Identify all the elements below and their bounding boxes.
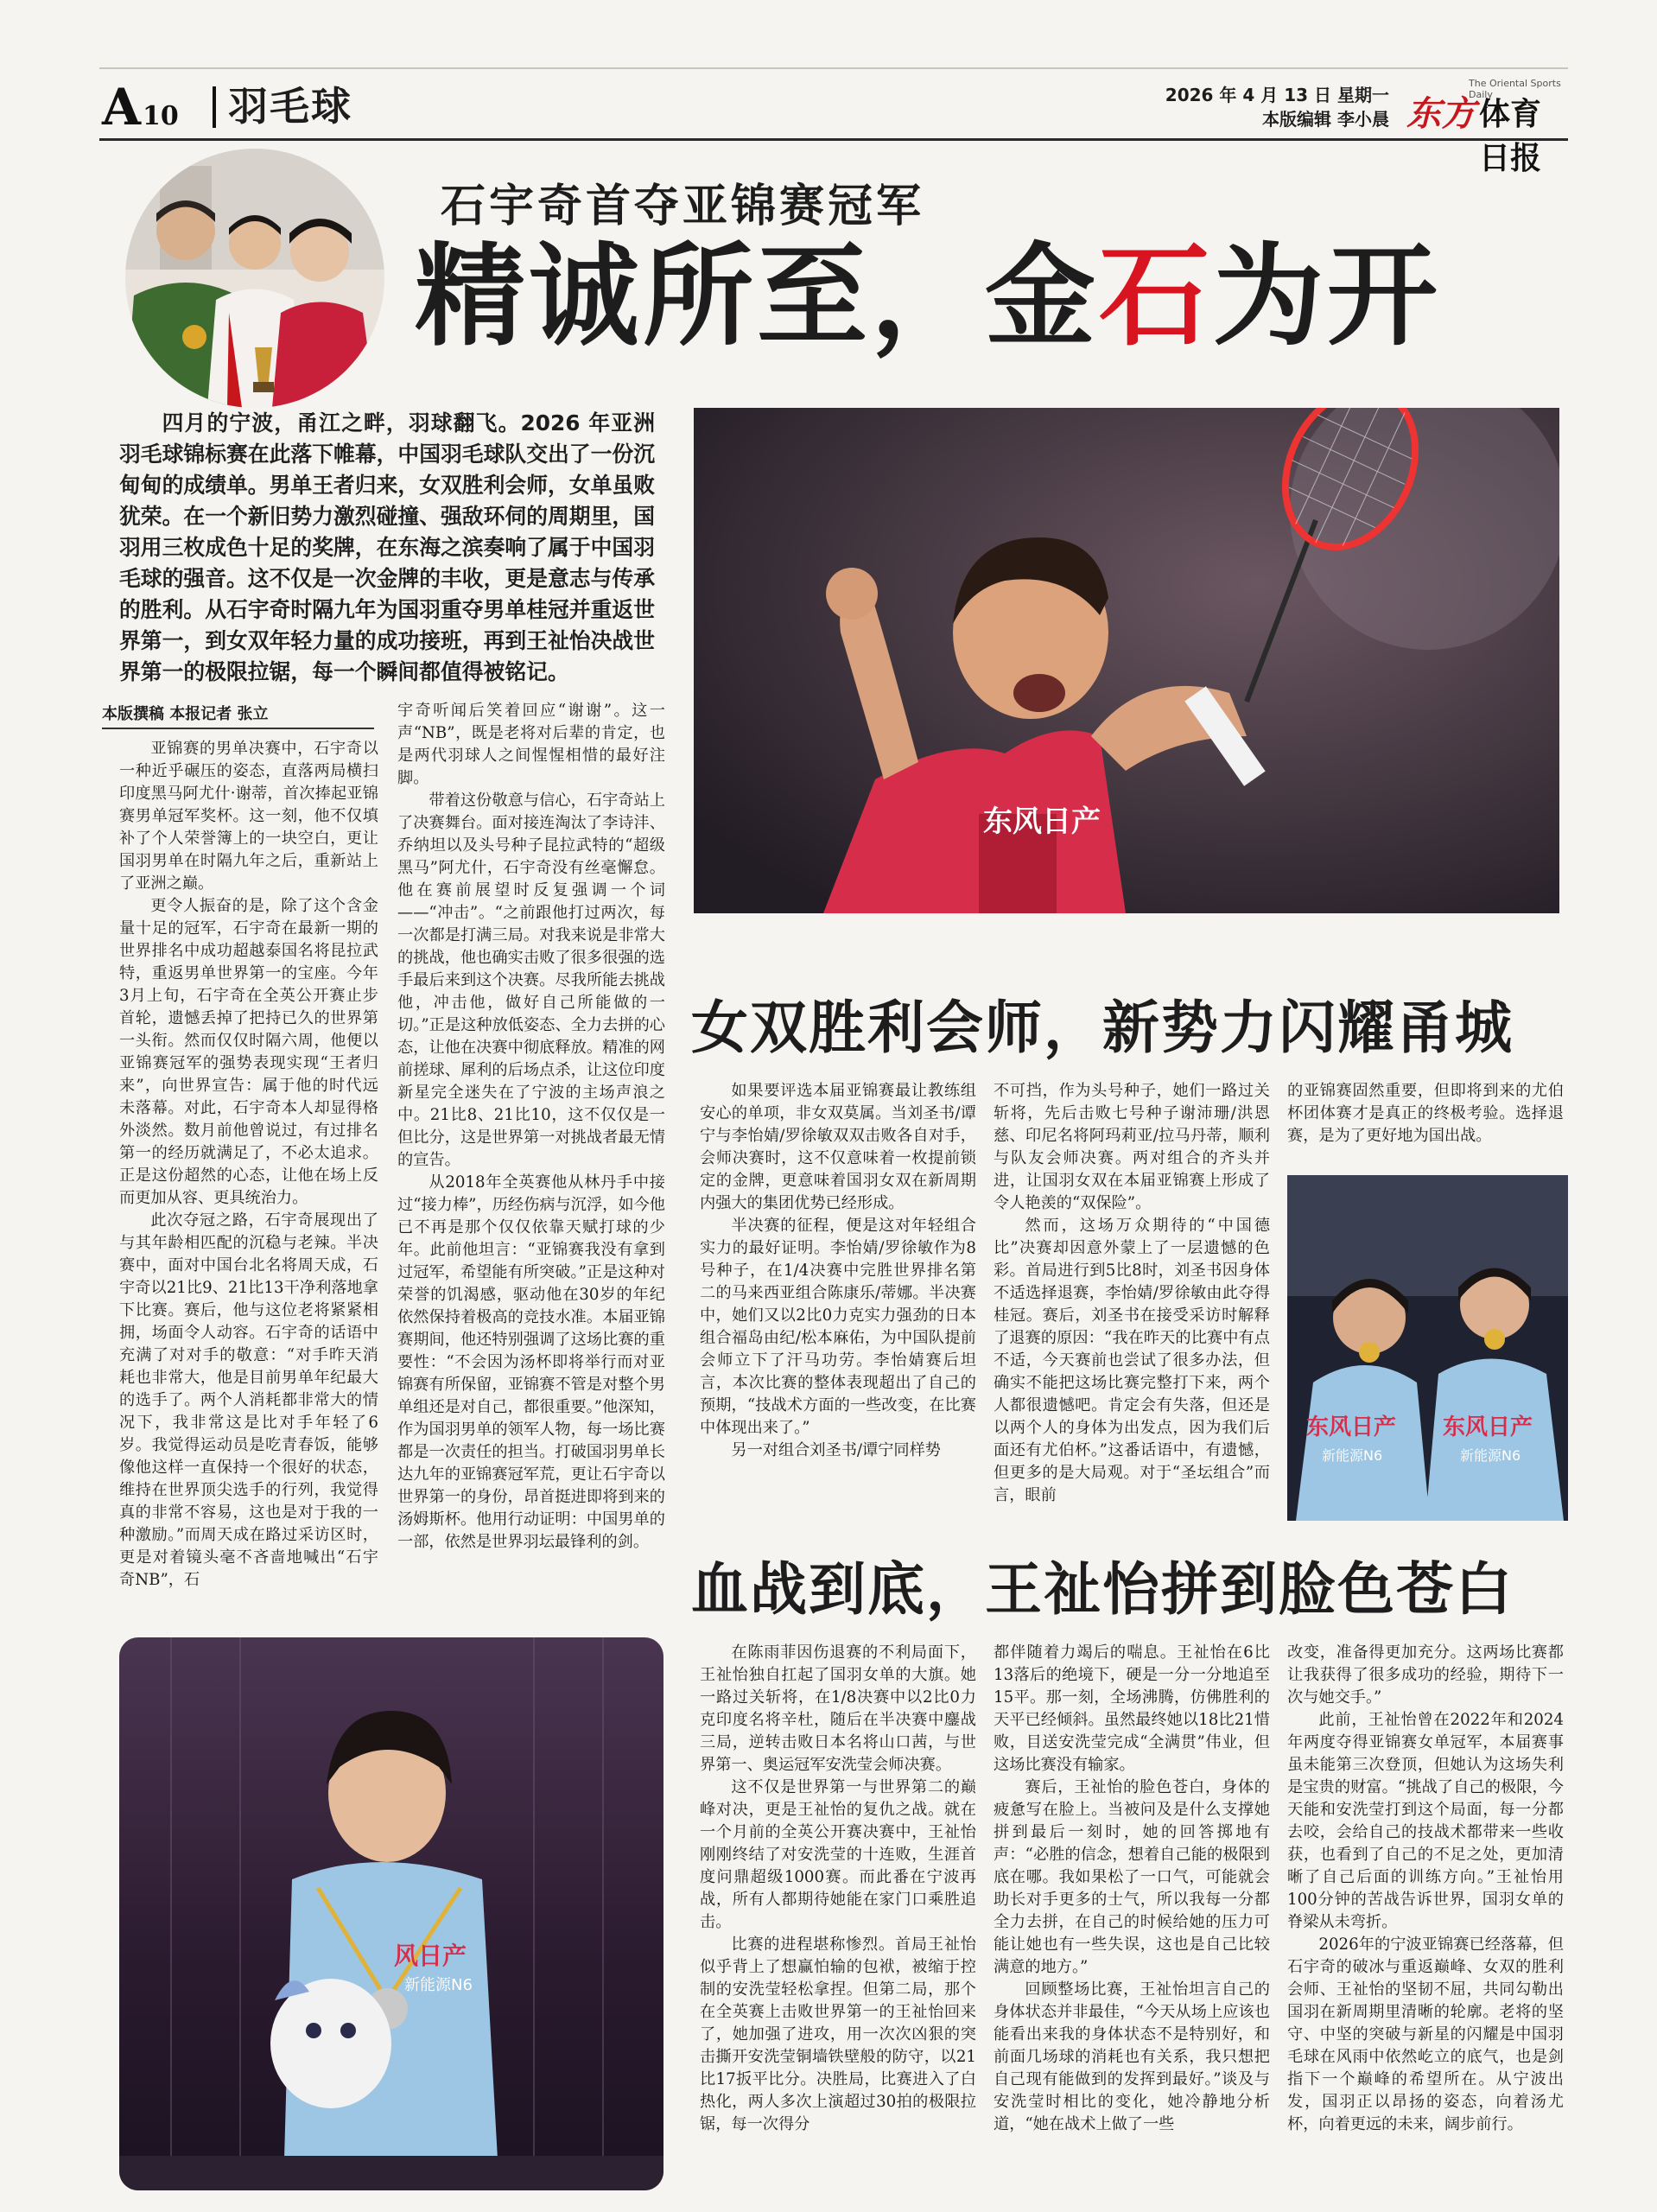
paragraph: 从2018年全英赛他从林丹手中接过“接力棒”，历经伤病与沉浮，如今他已不再是那个仅仅依靠天赋打球的少年。此前他坦言：“亚锦赛我没有拿到过冠军，希望能有所突破。”正是这种对荣誉的饥渴感，驱动他在30岁的年纪依然保持着极高的竞技水准。本届亚锦赛期间，他还特别强调了这场比赛的重要性：“不会因为汤杯即将举行而对亚锦赛有所保留，亚锦赛不管是对整个男单组还是对自己，都很重要。”他深知，作为国羽男单的领军人物，每一场比赛都是一次责任的担当。打破国羽男单长达九年的亚锦赛冠军荒，更让石宇奇以世界第一的身份，昂首挺进即将到来的汤姆斯杯。他用行动证明：中国男单的一部，依然是世界羽坛最锋利的剑。 [397,1173,665,1551]
paragraph: 都伴随着力竭后的喘息。王祉怡在6比13落后的绝境下，硬是一分一分地追至15平。那一刻，全场沸腾，仿佛胜利的天平已经倾斜。虽然最终她以18比21惜败，目送安洗莹完成“全满贯”伟业，但这场比赛没有输家。 [994,1643,1270,1774]
paragraph: 2026年的宁波亚锦赛已经落幕，但石宇奇的破冰与重返巅峰、女双的胜利会师、王祉怡的坚韧不屈，共同勾勒出国羽在新周期里清晰的轮廓。老将的坚守、中坚的突破与新星的闪耀是中国羽毛球在风雨中依然屹立的底气，也是剑指下一个巅峰的希望所在。从宁波出发，国羽正以昂扬的姿态，向着汤尤杯，向着更远的未来，阔步前行。 [1287,1936,1564,2133]
paragraph: 宇奇听闻后笑着回应“谢谢”。这一声“NB”，既是老将对后辈的肯定，也是两代羽球人之间惺惺相惜的最好注脚。 [397,702,665,787]
jersey-sponsor-text: 东风日产 [983,804,1101,839]
page-number: A10 [102,78,179,137]
headline-kicker: 石宇奇首夺亚锦赛冠军 [441,181,925,232]
paragraph: 另一对组合刘圣书/谭宁同样势 [731,1441,941,1459]
article2-column3 [1287,1080,1564,1147]
paragraph: 此前，王祉怡曾在2022年和2024年两度夺得亚锦赛女单冠军，本届赛事虽未能第三次登顶，但她认为这场失利是宝贵的财富。“挑战了自己的极限，今天能和安洗莹打到这个局面，每一分都去咬，会给自己的技战术都带来一些收获，也看到了自己的不足之处，更加清晰了自己后面的训练方向。”王祉怡用100分钟的苦战告诉世界，国羽女单的脊梁从未弯折。 [1287,1711,1564,1931]
paragraph: 赛后，王祉怡的脸色苍白，身体的疲惫写在脸上。当被问及是什么支撑她拼到最后一刻时，她的回答掷地有声：“必胜的信念，想着自己能的极限到底在哪。我如果松了一口气，可能就会助长对手更多的士气，所以我每一分都全力去拼，在自己的时候给她的压力可能让她也有一些失误，这也是自己比较满意的地方。” [994,1778,1270,1976]
article3-column3 [1287,1642,1564,2136]
paragraph: 在陈雨菲因伤退赛的不利局面下，王祉怡独自扛起了国羽女单的大旗。她一路过关斩将，在1/8决赛中以2比0力克印度名将辛杜，随后在半决赛中鏖战三局，逆转击败日本名将山口茜，与世界第一、奥运冠军安洗莹会师决赛。 [700,1643,976,1774]
logo-english: The Oriental Sports Daily [1469,78,1561,100]
jersey-sub-left: 新能源N6 [1322,1447,1383,1464]
jersey-sub-right: 新能源N6 [1460,1447,1521,1464]
article3-column2 [994,1642,1270,2136]
paragraph: 亚锦赛的男单决赛中，石宇奇以一种近乎碾压的姿态，直落两局横扫印度黑马阿尤什·谢蒂，首次捧起亚锦赛男单冠军奖杯。这一刻，他不仅填补了个人荣誉簿上的一块空白，更让国羽男单在时隔九年之后，重新站上了亚洲之巅。 [119,740,378,893]
jersey-sponsor-left: 东风日产 [1306,1414,1397,1440]
paragraph: 改变，准备得更加充分。这两场比赛都让我获得了很多成功的经验，期待下一次与她交手。” [1287,1643,1564,1707]
jersey-sponsor-right: 东风日产 [1443,1414,1533,1440]
byline-rule [102,728,374,729]
paragraph: 比赛的进程堪称惨烈。首局王祉怡似乎背上了想赢怕输的包袱，被缩于控制的安洗莹轻松拿捏。但第二局，那个在全英赛上击败世界第一的王祉怡回来了，她加强了进攻，用一次次凶狠的突击撕开安洗莹铜墙铁壁般的防守，以21比17扳平比分。决胜局，比赛进入了白热化，两人多次上演超过30拍的极限拉锯，每一次得分 [700,1936,976,2133]
top-rule [99,67,1568,69]
article3-column1 [700,1642,976,2136]
main-headline: 精诚所至，金石为开 [415,232,1442,361]
byline: 本版撰稿 本报记者 张立 [102,705,269,723]
article3-title: 血战到底，王祉怡拼到脸色苍白 [691,1556,1514,1623]
newspaper-logo [1406,78,1571,176]
paragraph: 的亚锦赛固然重要，但即将到来的尤伯杯团体赛才是真正的终极考验。选择退赛，是为了更好地为国出战。 [1287,1082,1564,1145]
shi-yuqi-celebration-photo [694,408,1559,913]
editor-line: 本版编辑 李小晨 [1262,109,1389,130]
section-divider [213,86,216,128]
paragraph: 半决赛的征程，便是这对年轻组合实力的最好证明。李怡婧/罗徐敏作为8号种子，在1/4决赛中完胜世界排名第二的马来西亚组合陈康乐/蒂娜。半决赛中，她们又以2比0力克实力强劲的日本组合福岛由纪/松本麻佑，为中国队提前会师立下了汗马功劳。李怡婧赛后坦言，本次比赛的整体表现超出了自己的预期，“技战术方面的一些改变，在比赛中体现出来了。” [700,1217,976,1437]
group-portrait-photo [125,149,384,408]
paragraph: 如果要评选本届亚锦赛最让教练组安心的单项，非女双莫属。当刘圣书/谭宁与李怡婧/罗徐敏双双击败各自对手，会师决赛时，这不仅意味着一枚提前锁定的金牌，更意味着国羽女双在新周期内强大的集团优势已经形成。 [700,1082,976,1212]
lead-paragraph: 四月的宁波，甬江之畔，羽球翻飞。2026 年亚洲羽毛球锦标赛在此落下帷幕，中国羽毛球队交出了一份沉甸甸的成绩单。男单王者归来，女双胜利会师，女单虽败犹荣。在一个新旧势力激烈碰撞、强敌环伺的周期里，国羽用三枚成色十足的奖牌，在东海之滨奏响了属于中国羽毛球的强音。这不仅是一次金牌的丰收，更是意志与传承的胜利。从石宇奇时隔九年为国羽重夺男单桂冠并重返世界第一，到女双年轻力量的成功接班，再到王祉怡决战世界第一的极限拉锯，每一个瞬间都值得被铭记。 [119,410,655,684]
paragraph: 这不仅是世界第一与世界第二的巅峰对决，更是王祉怡的复仇之战。就在一个月前的全英公开赛决赛中，王祉怡刚刚终结了对安洗莹的十连败，生涯首度问鼎超级1000赛。而此番在宁波再战，所有人都期待她能在家门口乘胜追击。 [700,1778,976,1931]
article2-title: 女双胜利会师，新势力闪耀甬城 [691,995,1514,1061]
article2-column2 [994,1080,1270,1507]
header-rule [99,138,1568,141]
jersey-sub-podium: 新能源N6 [404,1976,473,1994]
logo-black-text: 体育日报 [1479,97,1542,176]
article1-column1 [119,738,378,1592]
date-line: 2026 年 4 月 13 日 星期一 [1165,85,1389,105]
paragraph: 更令人振奋的是，除了这个含金量十足的冠军，石宇奇在最新一期的世界排名中成功超越泰国名将昆拉武特，重返男单世界第一的宝座。今年3月上旬，石宇奇在全英公开赛止步首轮，遗憾丢掉了把持已久的世界第一头衔。然而仅仅时隔六周，他便以亚锦赛冠军的强势表现实现“王者归来”，向世界宣告：属于他的时代远未落幕。对此，石宇奇本人却显得格外淡然。数月前他曾说过，有过排名第一的经历就满足了，不必太追求。正是这份超然的心态，让他在场上反而更加从容、更具统治力。 [119,897,378,1207]
paragraph: 不可挡，作为头号种子，她们一路过关斩将，先后击败七号种子谢沛珊/洪恩慈、印尼名将阿玛莉亚/拉马丹蒂，顺利与队友会师决赛。两对组合的齐头并进，让国羽女双在本届亚锦赛上形成了令人艳羡的“双保险”。 [994,1082,1270,1212]
article1-column2 [397,700,665,1554]
paragraph: 带着这份敬意与信心，石宇奇站上了决赛舞台。面对接连淘汰了李诗沣、乔纳坦以及头号种子昆拉武特的“超级黑马”阿尤什，石宇奇没有丝毫懈怠。他在赛前展望时反复强调一个词——“冲击”。“之前跟他打过两次，每一次都是打满三局。对我来说是非常大的挑战，他也确实击败了很多很强的选手最后来到这个决赛。尽我所能去挑战他，冲击他，做好自己所能做的一切。”正是这种放低姿态、全力去拼的心态，让他在决赛中彻底释放。精准的网前搓球、犀利的后场点杀，让这位印度新星完全迷失在了宁波的主场声浪之中。21比8、21比10，这不仅仅是一但比分，这是世界第一对挑战者最无情的宣告。 [397,791,665,1169]
section-title: 羽毛球 [228,83,352,130]
jersey-sponsor-podium: 风日产 [394,1942,467,1970]
paragraph: 回顾整场比赛，王祉怡坦言自己的身体状态并非最佳，“今天从场上应该也能看出来我的身体状态不是特别好，和前面几场球的消耗也有关系，我只想把自己现有能做到的发挥到最好。”谈及与安洗莹时相比的变化，她冷静地分析道，“她在战术上做了一些 [994,1980,1270,2133]
paragraph: 此次夺冠之路，石宇奇展现出了与其年龄相匹配的沉稳与老辣。半决赛中，面对中国台北名将周天成，石宇奇以21比9、21比13干净利落地拿下比赛。赛后，他与这位老将紧紧相拥，场面令人动容。石宇奇的话语中充满了对对手的敬意：“对手昨天消耗也非常大，他是目前男单年纪最大的选手了。两个人消耗都非常大的情况下，我非常这是比对手年轻了6岁。我觉得运动员是吃青春饭，能够像他这样一直保持一个很好的状态，维持在世界顶尖选手的行列，我觉得真的非常不容易，这也是对于我的一种激励。”而周天成在路过采访区时，更是对着镜头毫不吝啬地喊出“石宇奇NB”，石 [119,1211,378,1589]
logo-red-text: 东方 [1406,94,1476,134]
issue-meta [1165,83,1389,131]
article2-column1 [700,1080,976,1462]
wang-zhiyi-podium-photo [119,1637,663,2190]
paragraph: 然而，这场万众期待的“中国德比”决赛却因意外蒙上了一层遗憾的色彩。首局进行到5比8时，刘圣书因身体不适选择退赛，李怡婧/罗徐敏由此夺得桂冠。赛后，刘圣书在接受采访时解释了退赛的原因：“我在昨天的比赛中有点不适，今天赛前也尝试了很多办法，但确实不能把这场比赛完整打下来，两个人都很遗憾吧。肯定会有失落，但还是以两个人的身体为出发点，因为我们后面还有尤伯杯。”这番话语中，有遗憾，但更多的是大局观。对于“圣坛组合”而言，眼前 [994,1217,1270,1504]
womens-doubles-medal-photo [1287,1175,1568,1521]
